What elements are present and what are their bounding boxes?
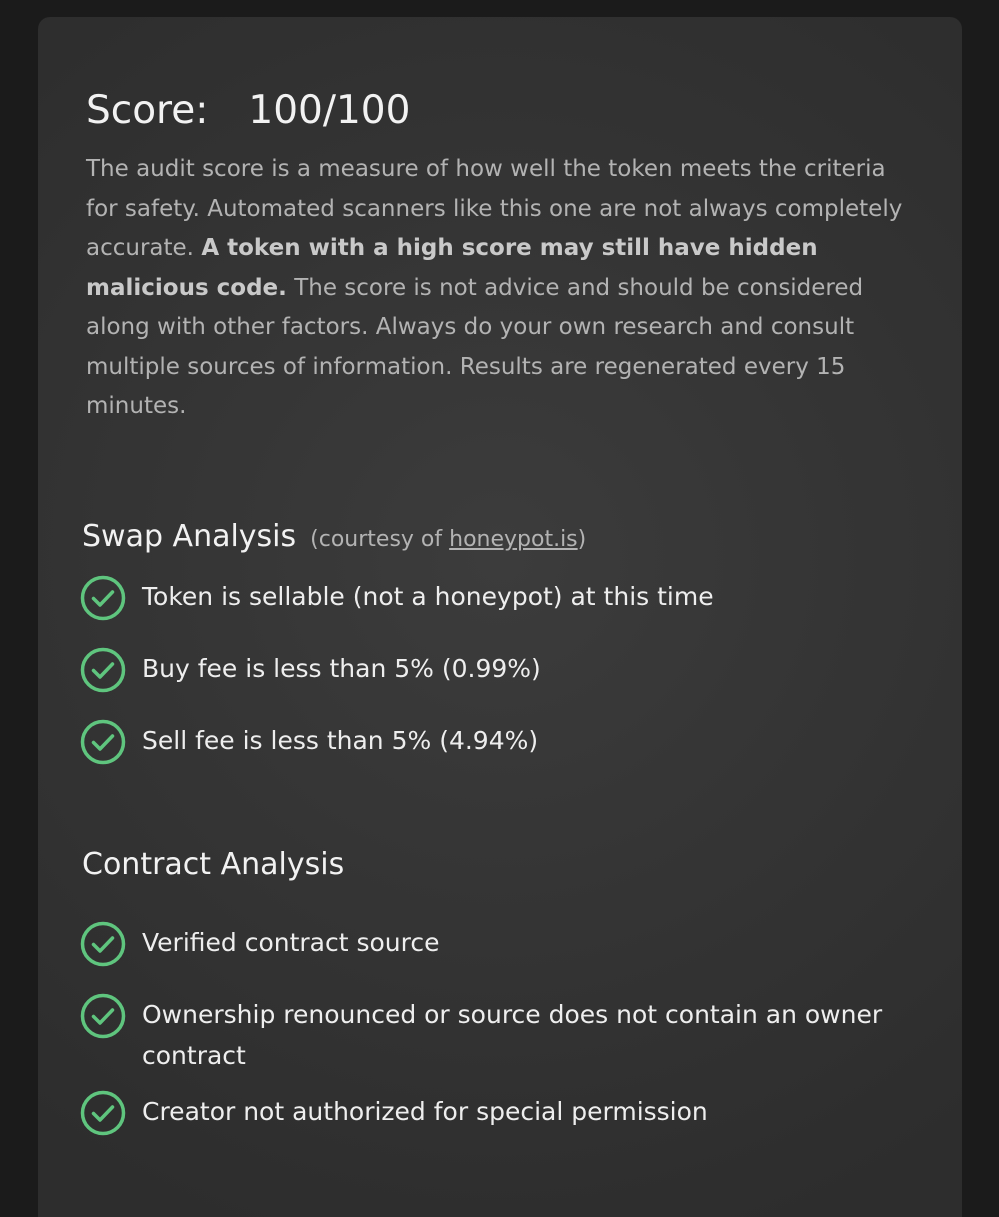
check-circle-icon [80, 575, 126, 621]
courtesy-prefix: (courtesy of [310, 527, 450, 552]
contract-analysis-heading: Contract Analysis [82, 847, 345, 882]
score-heading [86, 88, 411, 133]
contract-analysis-title [82, 847, 345, 882]
audit-score-description [86, 150, 916, 427]
swap-check-item [80, 577, 920, 621]
description-warning: A token with a high score may still have hidden malicious code. [86, 235, 818, 301]
swap-check-item [80, 649, 920, 693]
courtesy-note [310, 527, 586, 552]
description-intro: The audit score is a measure of how well the token meets the criteria for safety. Automated scanners like this one are not always completely accurate. [86, 156, 903, 261]
contract-check-item [80, 1092, 920, 1136]
check-circle-icon [80, 1090, 126, 1136]
swap-check-label: Sell fee is less than 5% (4.94%) [142, 726, 539, 755]
description-outro: The score is not advice and should be considered along with other factors. Always do your own research and consult multiple sources of information. Results are regenerated every 15 minutes. [86, 274, 864, 419]
courtesy-suffix: ) [577, 527, 587, 552]
swap-analysis-title [82, 519, 587, 554]
score-value: 100/100 [248, 88, 411, 133]
swap-check-label: Buy fee is less than 5% (0.99%) [142, 654, 541, 683]
contract-check-item [80, 995, 920, 1076]
honeypot-link[interactable]: honeypot.is [449, 527, 578, 552]
check-circle-icon [80, 647, 126, 693]
swap-check-label: Token is sellable (not a honeypot) at this time [142, 582, 714, 611]
check-circle-icon [80, 921, 126, 967]
audit-card [38, 17, 962, 1217]
swap-check-item [80, 721, 920, 765]
score-label: Score: [86, 88, 209, 133]
swap-analysis-heading: Swap Analysis [82, 519, 297, 554]
contract-check-label: Verified contract source [142, 928, 440, 957]
contract-check-label: Creator not authorized for special permission [142, 1097, 708, 1126]
contract-check-label: Ownership renounced or source does not contain an owner contract [142, 1000, 883, 1070]
contract-check-item [80, 923, 920, 967]
check-circle-icon [80, 993, 126, 1039]
check-circle-icon [80, 719, 126, 765]
